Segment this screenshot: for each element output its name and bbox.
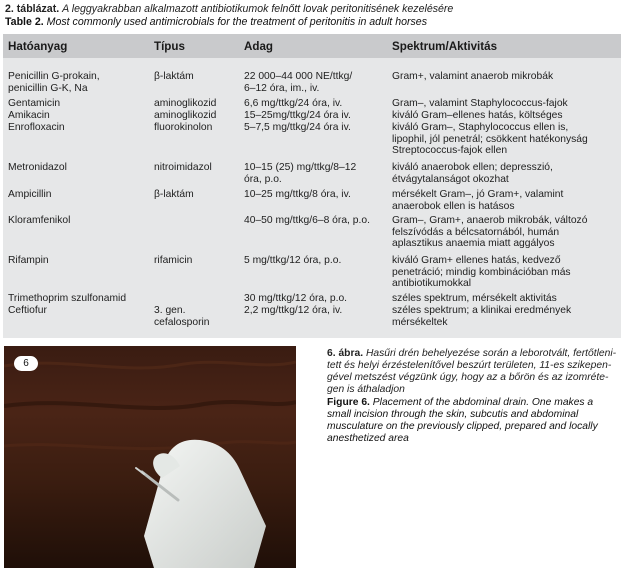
table-caption-hu [5, 3, 617, 16]
cell-type: β-laktám [154, 71, 194, 82]
cell-spectrum: széles spektrum; a klinikai eredmények mérsékeltek [392, 305, 572, 328]
cell-dose: 2,2 mg/ttkg/12 óra, iv. [244, 305, 343, 316]
cell-type: fluorokinolon [154, 122, 213, 133]
cell-drug: Kloramfenikol [8, 215, 71, 226]
table-label-en: Table 2. [5, 16, 44, 28]
cell-dose: 22 000–44 000 NE/ttkg/ 6–12 óra, im., iv. [244, 71, 353, 94]
table-caption [5, 3, 617, 29]
cell-type: aminoglikozid [154, 110, 217, 121]
table-label-hu: 2. táblázat. [5, 3, 60, 15]
cell-spectrum: széles spektrum, mérsékelt aktivitás [392, 293, 557, 304]
cell-drug: Rifampin [8, 255, 49, 266]
header-spectrum: Spektrum/Aktivitás [392, 40, 498, 53]
cell-dose: 10–25 mg/ttkg/8 óra, iv. [244, 189, 351, 200]
cell-spectrum: Gram–, valamint Staphylococcus-fajok [392, 98, 568, 109]
figure-text-en: Placement of the abdominal drain. One makes a small incision through the skin, subcutis and abdominal musculature on the previously clipped, prepared and locally anesthetized area [327, 397, 598, 444]
table-title-hu: A leggyakrabban alkalmazott antibiotikumok felnőtt lovak peritonitisének kezelésére [62, 3, 454, 15]
cell-type: 3. gen. cefalosporin [154, 305, 210, 328]
cell-spectrum: kiváló Gram+ ellenes hatás, kedvező penetráció; mindig kombinációban más antibiotikumokkal [392, 255, 571, 290]
cell-drug: Trimethoprim szulfonamid [8, 293, 127, 304]
header-type: Típus [154, 40, 185, 53]
figure-caption [327, 348, 619, 445]
cell-drug: Enrofloxacin [8, 122, 65, 133]
cell-spectrum: mérsékelt Gram–, jó Gram+, valamint anaerobok ellen is hatásos [392, 189, 564, 212]
figure-text-hu: Hasűri drén behelyezése során a leborotvált, fertőtlenitett és helyi érzéstelenítővel beszúrt területen, 11-es szikepengével metszést végzünk úgy, hogy az a bőrön és az izomrétegen is áthaladjon [327, 348, 617, 395]
cell-type: β-laktám [154, 189, 194, 200]
surgical-photo [4, 346, 296, 568]
cell-type: aminoglikozid [154, 98, 217, 109]
figure-number-badge: 6 [14, 356, 38, 371]
cell-spectrum: Gram–, Gram+, anaerob mikrobák, változó felszívódás a bélcsatornából, humán aplasztikus anaemia miatt aggályos [392, 215, 588, 250]
cell-dose: 5 mg/ttkg/12 óra, p.o. [244, 255, 342, 266]
antimicrobials-table [3, 34, 621, 338]
figure-label-hu: 6. ábra. [327, 348, 364, 359]
cell-drug: Ampicillin [8, 189, 52, 200]
cell-spectrum: Gram+, valamint anaerob mikrobák [392, 71, 554, 82]
cell-type: nitroimidazol [154, 162, 212, 173]
cell-drug: Amikacin [8, 110, 50, 121]
cell-spectrum: kiváló Gram–ellenes hatás, költséges [392, 110, 563, 121]
cell-drug: Metronidazol [8, 162, 67, 173]
cell-dose: 6,6 mg/ttkg/24 óra, iv. [244, 98, 343, 109]
cell-drug: Gentamicin [8, 98, 61, 109]
table-header [3, 34, 621, 58]
table-caption-en [5, 16, 617, 29]
cell-spectrum: kiváló Gram–, Staphylococcus ellen is, lipophil, jól penetrál; csökkent hatékonyság Streptococcus-fajok ellen [392, 122, 588, 157]
figure-caption-en [327, 397, 619, 445]
figure-caption-hu [327, 348, 619, 396]
header-drug: Hatóanyag [8, 40, 68, 53]
cell-drug: Penicillin G-prokain, penicillin G-K, Na [8, 71, 100, 94]
figure-label-en: Figure 6. [327, 397, 370, 408]
cell-type: rifamicin [154, 255, 193, 266]
cell-drug: Ceftiofur [8, 305, 47, 316]
cell-dose: 10–15 (25) mg/ttkg/8–12 óra, p.o. [244, 162, 357, 185]
header-dose: Adag [244, 40, 273, 53]
table-title-en: Most commonly used antimicrobials for the treatment of peritonitis in adult horses [46, 16, 427, 28]
cell-spectrum: kiváló anaerobok ellen; depresszió, étvágytalanságot okozhat [392, 162, 553, 185]
cell-dose: 15–25mg/ttkg/24 óra iv. [244, 110, 351, 121]
cell-dose: 5–7,5 mg/ttkg/24 óra iv. [244, 122, 351, 133]
cell-dose: 30 mg/ttkg/12 óra, p.o. [244, 293, 348, 304]
photo-illustration [4, 346, 296, 568]
cell-dose: 40–50 mg/ttkg/6–8 óra, p.o. [244, 215, 370, 226]
